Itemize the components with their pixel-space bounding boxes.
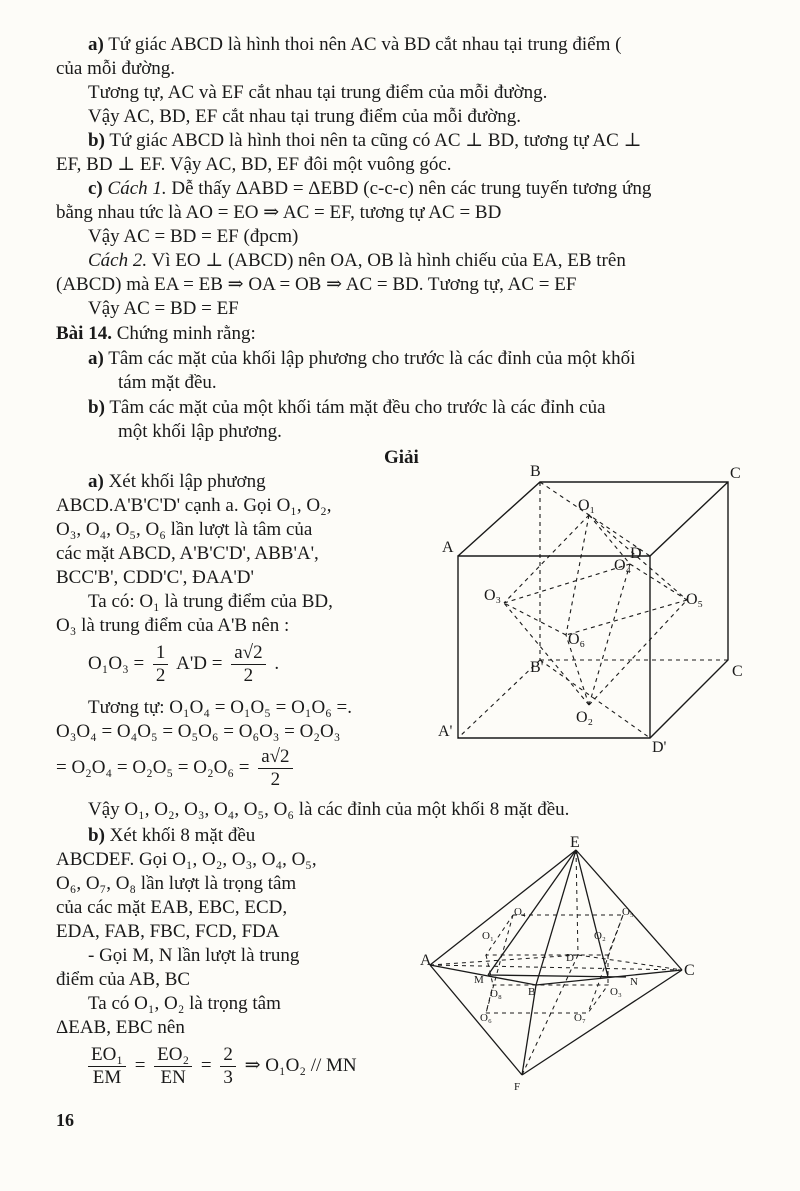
fraction-half [153,642,169,687]
oct-label-o2: O₂ [594,930,606,942]
edge-eb [536,850,576,985]
label-a: a) [88,34,104,55]
fraction-a-root2 [258,746,292,791]
fraction-numerator: a√2 [231,642,265,665]
label-c: c) [88,178,103,199]
oct-label-d: D [566,952,574,964]
line-8: bằng nhau tức là AO = EO ⇒ AC = EF, tương tự AC = BD [56,202,502,223]
part-b-line-9: ΔEAB, EBC nên [56,1017,185,1038]
part-a-text: Xét khối lập phương [103,471,266,492]
part-b-line-2: ABCDEF. Gọi O₁, O₂, O₃, O₄, O₅, [56,849,317,870]
octahedron-solid-edges [430,850,682,1075]
line-7 [88,177,651,201]
cube-label-o6: O₆ [568,631,586,648]
oct-label-o1: O₁ [482,930,494,942]
part-b-line-4: của các mặt EAB, EBC, ECD, [56,897,288,918]
oct-edge [504,515,589,603]
item-a-label: a) [88,348,104,369]
line-4: Vậy AC, BD, EF cắt nhau tại trung điểm của mỗi đường. [88,106,522,127]
fraction-two-thirds [220,1044,236,1089]
formula-lhs: O₁O₃ = [88,652,145,674]
part-a-line-9: O₃O₄ = O₄O₅ = O₅O₆ = O₆O₃ = O₂O₃ [56,721,341,742]
part-a-line-2: ABCD.A'B'C'D' cạnh a. Gọi O₁, O₂, [56,495,332,516]
method-2-label: Cách 2. [88,250,148,271]
line-2: của mỗi đường. [56,58,176,79]
part-a-conclusion: Vậy O₁, O₂, O₃, O₄, O₅, O₆ là các đỉnh của một khối 8 mặt đều. [88,799,570,820]
part-a-line-8: Tương tự: O₁O₄ = O₁O₅ = O₁O₆ =. [88,697,353,718]
hidden-ad [430,955,578,965]
formula-lhs: = O₂O₄ = O₂O₅ = O₂O₆ = [56,756,250,778]
oct-label-m: M [474,974,484,986]
edge-ea [430,850,576,965]
oct-edge [566,600,687,635]
line-10-text: Vì EO ⊥ (ABCD) nên OA, OB là hình chiếu của EA, EB trên [147,250,626,271]
line-3: Tương tự, AC và EF cắt nhau tại trung điểm của mỗi đường. [88,82,548,103]
line-5 [88,129,641,153]
cube-label-c: C [730,465,741,482]
hidden-ed [576,850,578,955]
part-b-line-5: EDA, FAB, FBC, FCD, FDA [56,921,280,942]
oct-label-n: N [630,976,638,988]
formula-end: . [274,652,280,674]
line-11: (ABCD) mà EA = EB ⇒ OA = OB ⇒ AC = BD. Tương tự, AC = EF [56,274,577,295]
oct-edge [589,564,630,705]
cube-label-o5: O₅ [686,591,704,608]
fraction-numerator: a√2 [258,746,292,769]
part-b-line-8: Ta có O₁, O₂ là trọng tâm [88,993,281,1014]
oct-label-o4: O₄ [514,906,526,918]
cube-label-a: A [442,539,454,556]
oct-edge [630,564,687,600]
edge-bc [536,970,682,985]
line-15: tám mặt đều. [118,372,217,393]
fraction-numerator: EO₁ [88,1044,126,1067]
line-6: EF, BD ⊥ EF. Vậy AC, BD, EF đôi một vuông góc. [56,154,452,175]
oct-label-a: A [420,952,432,969]
fraction-denominator: 2 [270,769,281,790]
cube-label-o4: O₄ [614,557,632,574]
segment-mn [488,975,626,977]
item-b-label: b) [88,397,105,418]
exercise-14-heading [56,322,256,346]
formula-o2-equalities [56,746,297,791]
oct-label-c: C [684,962,695,979]
line-7-text: Dễ thấy ΔABD = ΔEBD (c-c-c) nên các trung tuyến tương ứng [166,178,652,199]
part-a-line-6: Ta có: O₁ là trung điểm của BD, [88,591,333,612]
oct-edge [504,603,589,705]
part-b-line-7: điểm của AB, BC [56,969,191,990]
method-1-label: Cách 1. [107,178,167,199]
fraction-numerator: 1 [153,642,169,665]
part-a-line-7: O₃ là trung điểm của A'B nên : [56,615,290,636]
label-b: b) [88,130,105,151]
fraction-denominator: EM [92,1067,122,1088]
oct-edge [504,603,566,635]
fraction-denominator: 3 [223,1067,233,1088]
cube-label-o3: O₃ [484,587,502,604]
oct-label-o7: O₇ [574,1012,586,1024]
fraction-denominator: EN [160,1067,186,1088]
part-b-line-6: - Gọi M, N lần lượt là trung [88,945,300,966]
oct-label-o6: O₆ [480,1012,492,1024]
cube-label-c-prime: C [732,663,743,680]
line-10 [88,249,626,273]
fraction-numerator: 2 [220,1044,236,1067]
oct-label-b: B [528,986,536,998]
octahedron-figure [418,835,718,1095]
fraction-numerator: EO₂ [154,1044,192,1067]
part-a-line-1 [88,470,266,494]
line-12: Vậy AC = BD = EF [88,298,239,319]
part-b-line-3: O₆, O₇, O₈ lần lượt là trọng tâm [56,873,297,894]
solution-heading: Giải [384,447,419,468]
line-1 [88,33,621,57]
oct-label-o3: O₃ [610,986,622,998]
part-a-line-4: các mặt ABCD, A'B'C'D', ABB'A', [56,543,319,564]
cube-label-o2: O₂ [576,709,594,726]
oct-edge [566,515,589,635]
hidden-ac [430,965,682,970]
fraction-eo1-em [88,1044,126,1089]
part-b-text: Xét khối 8 mặt đều [104,825,256,846]
cube-label-d: D [630,545,642,562]
line-9: Vậy AC = BD = EF (đpcm) [88,226,299,247]
formula-o1o3 [88,642,279,687]
line-1-text: Tứ giác ABCD là hình thoi nên AC và BD cắt nhau tại trung điểm ( [103,34,622,55]
cube-figure [432,460,772,765]
cube-label-d-prime: D' [652,739,667,756]
exercise-label: Bài 14. [56,323,112,344]
oct-edge [504,564,630,603]
part-a-line-3: O₃, O₄, O₅, O₆ lần lượt là tâm của [56,519,313,540]
oct-edge [589,600,687,705]
hidden-edge [458,660,540,738]
part-b-line-1 [88,824,255,848]
cube-label-b: B [530,463,541,480]
oct-label-f: F [514,1081,521,1093]
formula-conclusion: ⇒ O₁O₂ // MN [244,1054,357,1076]
line-16-text: Tâm các mặt của một khối tám mặt đều cho trước là các đỉnh của [104,397,606,418]
part-b-label: b) [88,825,105,846]
fraction-a-root2 [231,642,265,687]
cube-label-a-prime: A' [438,723,453,740]
page-number: 16 [56,1110,74,1130]
fraction-eo2-en [154,1044,192,1089]
line-14-text: Tâm các mặt của khối lập phương cho trước là các đỉnh của một khối [103,348,636,369]
fraction-denominator: 2 [155,665,166,686]
oct-label-o8: O₈ [490,988,502,1000]
line-17: một khối lập phương. [118,421,282,442]
formula-ratio: $\frac{\text{EO₁}}{EM}$ = $\frac{\text{EO₂}}{EN}$ = $\frac{2}{3}$ ⇒ O₁O₂ // MN [84,1044,357,1089]
fraction-denominator: 2 [243,665,254,686]
oct-label-e: E [570,835,580,851]
part-a-label: a) [88,471,104,492]
part-a-line-5: BCC'B', CDD'C', ĐAA'D' [56,567,254,588]
exercise-title: Chứng minh rằng: [111,323,256,344]
line-14 [88,347,635,371]
cube-label-o1: O₁ [578,497,596,514]
line-5-text: Tứ giác ABCD là hình thoi nên ta cũng có AC ⊥ BD, tương tự AC ⊥ [104,130,642,151]
cube-label-b-prime: B' [530,659,544,676]
line-16 [88,396,606,420]
octahedron-hidden-edges [430,850,682,1075]
oct-label-o5: O₅ [622,906,634,918]
formula-mid: A'D = [176,652,223,674]
edge-bf [522,985,536,1075]
